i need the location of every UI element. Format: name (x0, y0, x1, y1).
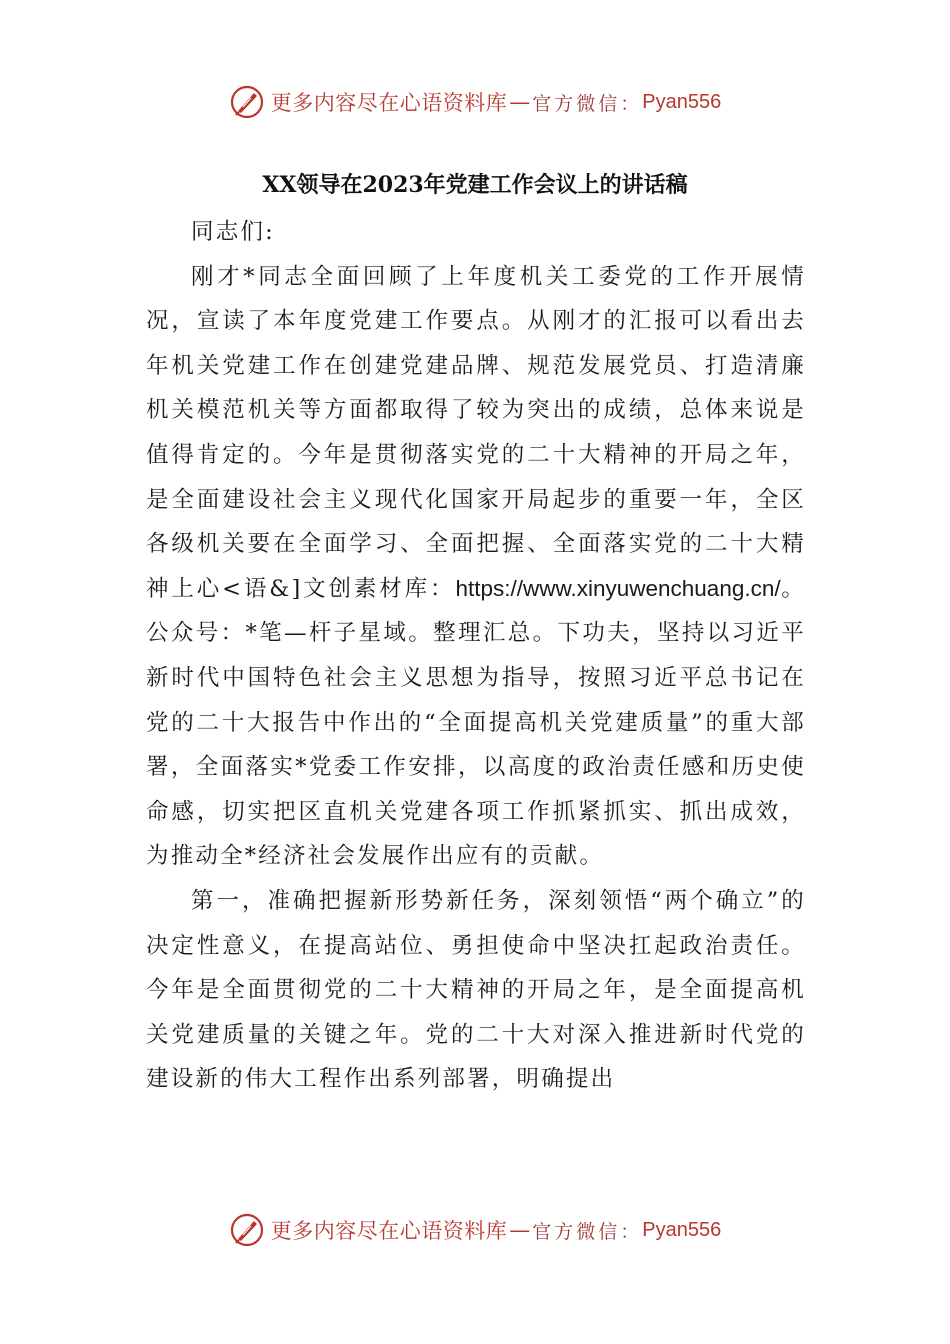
footer-banner-text: 更多内容尽在心语资料库 (270, 1219, 508, 1243)
header-banner-wechat-id: Pyan556 (642, 90, 722, 113)
footer-banner-wechat-label: 官方微信： (532, 1220, 643, 1243)
header-banner-dash: — (509, 90, 531, 114)
document-title: XX领导在2023年党建工作会议上的讲话稿 (262, 172, 688, 198)
document-body (146, 210, 806, 1102)
paragraph-1-text-a: 刚才*同志全面回顾了上年度机关工委党的工作开展情况，宣读了本年度党建工作要点。从刚才的汇报可以看出去年机关党建工作在创建党建品牌、规范发展党员、打造清廉机关模范机关等方面都取得了较为突出的成绩，总体来说是值得肯定的。今年是贯彻落实党的二十大精神的开局之年，是全面建设社会主义现代化国家开局起步的重要一年，全区各级机关要在全面学习、全面把握、全面落实党的二十大精神上心<语&]文创素材库： (146, 263, 806, 602)
footer-banner-dash: — (509, 1218, 531, 1242)
paragraph-2: 第一，准确把握新形势新任务，深刻领悟“两个确立”的决定性意义，在提高站位、勇担使命中坚决扛起政治责任。今年是全面贯彻党的二十大精神的开局之年，是全面提高机关党建质量的关键之年。党的二十大对深入推进新时代党的建设新的伟大工程作出系列部署，明确提出 (146, 887, 806, 1093)
quill-pen-logo-icon (229, 84, 265, 120)
paragraph-1-text-b: 。公众号：*笔—杆子星域。整理汇总。下功夫，坚持以习近平新时代中国特色社会主义思想为指导，按照习近平总书记在党的二十大报告中作出的“全面提高机关党建质量”的重大部署，全面落实*党委工作安排，以高度的政治责任感和历史使命感，切实把区直机关党建各项工作抓紧抓实、抓出成效，为推动全*经济社会发展作出应有的贡献。 (146, 575, 807, 870)
header-banner-text: 更多内容尽在心语资料库 (270, 91, 508, 115)
footer-banner-wechat-id: Pyan556 (642, 1218, 722, 1241)
footer-banner (0, 1208, 950, 1252)
header-banner-wechat-label: 官方微信： (532, 92, 643, 115)
website-url-text: https://www.xinyuwenchuang.cn/ (455, 575, 781, 601)
header-banner (0, 80, 950, 124)
paragraph-1 (146, 255, 806, 879)
salutation: 同志们: (191, 219, 275, 245)
quill-pen-logo-icon (229, 1212, 265, 1248)
